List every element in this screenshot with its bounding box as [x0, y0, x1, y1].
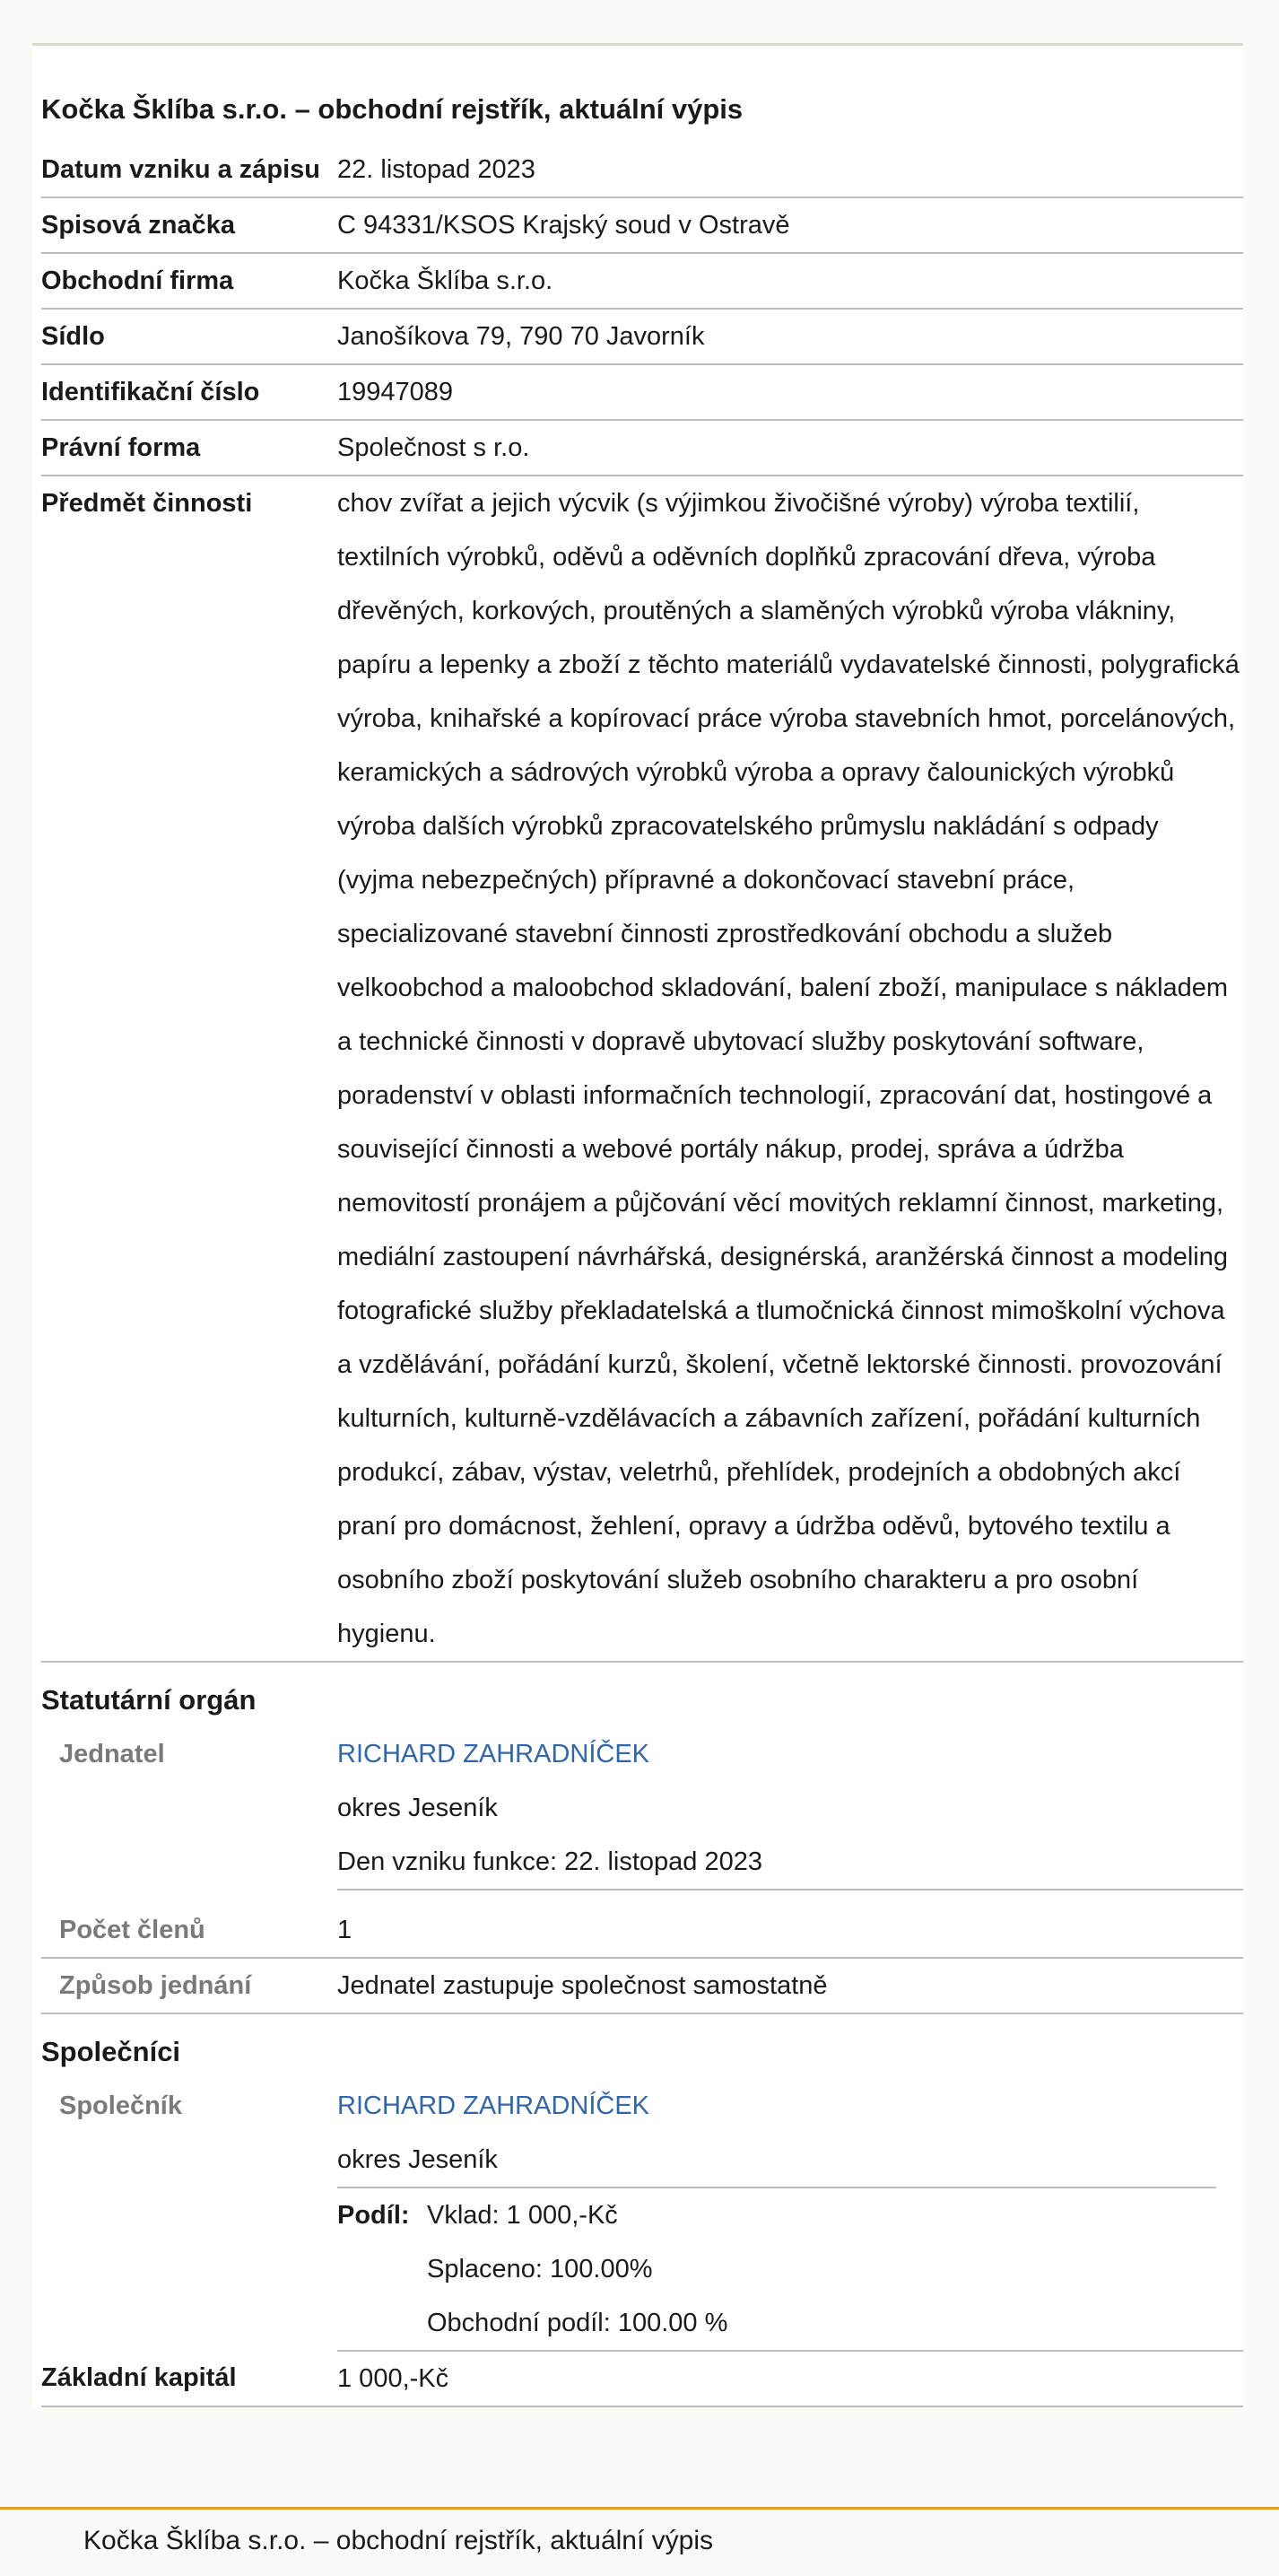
- heading-spolecnici: Společníci: [41, 2036, 181, 2067]
- value-obchodni-firma: Kočka Šklíba s.r.o.: [337, 253, 1243, 309]
- podil-block: [337, 2187, 1216, 2350]
- jednatel-okres: okres Jeseník: [337, 1794, 498, 1822]
- jednatel-name-link[interactable]: RICHARD ZAHRADNÍČEK: [337, 1740, 650, 1768]
- podil-label: Podíl:: [337, 2201, 410, 2230]
- podil-obchodni: Obchodní podíl: 100.00 %: [427, 2309, 728, 2337]
- spolecnik-okres: okres Jeseník: [337, 2145, 498, 2174]
- row-zakladni-kapital: [41, 2351, 1243, 2406]
- spacer: [41, 1890, 1243, 1903]
- podil-splaceno: Splaceno: 100.00%: [427, 2255, 653, 2283]
- value-datum-vzniku: 22. listopad 2023: [337, 143, 1243, 197]
- row-predmet-cinnosti: [41, 476, 1243, 1662]
- row-pravni-forma: [41, 420, 1243, 476]
- value-spisova-znacka: C 94331/KSOS Krajský soud v Ostravě: [337, 197, 1243, 253]
- row-pocet-clenu: [41, 1903, 1243, 1958]
- row-sidlo: [41, 309, 1243, 364]
- row-zpusob-jednani: [41, 1958, 1243, 2013]
- label-jednatel: Jednatel: [59, 1740, 165, 1768]
- value-predmet-cinnosti: chov zvířat a jejich výcvik (s výjimkou živočišné výroby) výroba textilií, textilních výrobků, oděvů a oděvních doplňků zpracování dřeva, výroba dřevěných, korkových, proutěných a slaměných výrobků výroba vlákniny, papíru a lepenky a zboží z těchto materiálů vydavatelské činnosti, polygrafická výroba, knihařské a kopírovací práce výroba stavebních hmot, porcelánových, keramických a sádrových výrobků výroba a opravy čalounických výrobků výroba dalších výrobků zpracovatelského průmyslu nakládání s odpady (vyjma nebezpečných) přípravné a dokončovací stavební práce, specializované stavební činnosti zprostředkování obchodu a služeb velkoobchod a maloobchod skladování, balení zboží, manipulace s nákladem a technické činnosti v dopravě ubytovací služby poskytování software, poradenství v oblasti informačních technologií, zpracování dat, hostingové a související činnosti a webové portály nákup, prodej, správa a údržba nemovitostí pronájem a půjčování věcí movitých reklamní činnost, marketing, mediální zastoupení návrhářská, designérská, aranžérská činnost a modeling fotografické služby překladatelská a tlumočnická činnost mimoškolní výchova a vzdělávání, pořádání kurzů, školení, včetně lektorské činnosti. provozování kulturních, kulturně-vzdělávacích a zábavních zařízení, pořádání kulturních produkcí, zábav, výstav, veletrhů, přehlídek, prodejních a obdobných akcí praní pro domácnost, žehlení, opravy a údržba oděvů, bytového textilu a osobního zboží poskytování služeb osobního charakteru a pro osobní hygienu.: [337, 476, 1243, 1662]
- value-sidlo: Janošíkova 79, 790 70 Javorník: [337, 309, 1243, 364]
- label-sidlo: Sídlo: [41, 309, 337, 364]
- row-datum-vzniku: [41, 143, 1243, 197]
- jednatel-vznik-funkce: Den vzniku funkce: 22. listopad 2023: [337, 1835, 1243, 1890]
- podil-vklad: Vklad: 1 000,-Kč: [427, 2201, 618, 2230]
- row-identifikacni-cislo: [41, 364, 1243, 420]
- label-obchodni-firma: Obchodní firma: [41, 253, 337, 309]
- spolecnik-name-link[interactable]: RICHARD ZAHRADNÍČEK: [337, 2091, 650, 2120]
- label-pravni-forma: Právní forma: [41, 420, 337, 476]
- value-zpusob-jednani: Jednatel zastupuje společnost samostatně: [337, 1958, 1243, 2013]
- label-zpusob-jednani: Způsob jednání: [41, 1958, 337, 2013]
- podil-details: [427, 2188, 727, 2350]
- value-identifikacni-cislo: 19947089: [337, 364, 1243, 420]
- label-spisova-znacka: Spisová značka: [41, 197, 337, 253]
- label-datum-vzniku: Datum vzniku a zápisu: [41, 143, 337, 197]
- label-zakladni-kapital: Základní kapitál: [41, 2351, 337, 2406]
- row-spolecnik: [41, 2079, 1243, 2133]
- value-pravni-forma: Společnost s r.o.: [337, 420, 1243, 476]
- page-footer: [0, 2507, 1279, 2576]
- row-jednatel: [41, 1727, 1243, 1781]
- register-page: [32, 43, 1243, 2407]
- register-table: [41, 143, 1243, 2407]
- section-statutarni-organ: [41, 1662, 1243, 1727]
- section-spolecnici: [41, 2013, 1243, 2079]
- label-spolecnik: Společník: [59, 2091, 182, 2120]
- value-zakladni-kapital: 1 000,-Kč: [337, 2351, 1243, 2406]
- label-pocet-clenu: Počet členů: [41, 1903, 337, 1958]
- footer-text: Kočka Šklíba s.r.o. – obchodní rejstřík, aktuální výpis: [83, 2526, 714, 2555]
- value-pocet-clenu: 1: [337, 1903, 1243, 1958]
- label-predmet-cinnosti: Předmět činnosti: [41, 476, 337, 1662]
- row-obchodni-firma: [41, 253, 1243, 309]
- page-title: Kočka Šklíba s.r.o. – obchodní rejstřík, aktuální výpis: [41, 93, 744, 125]
- label-identifikacni-cislo: Identifikační číslo: [41, 364, 337, 420]
- heading-statutarni-organ: Statutární orgán: [41, 1684, 257, 1716]
- row-spisova-znacka: [41, 197, 1243, 253]
